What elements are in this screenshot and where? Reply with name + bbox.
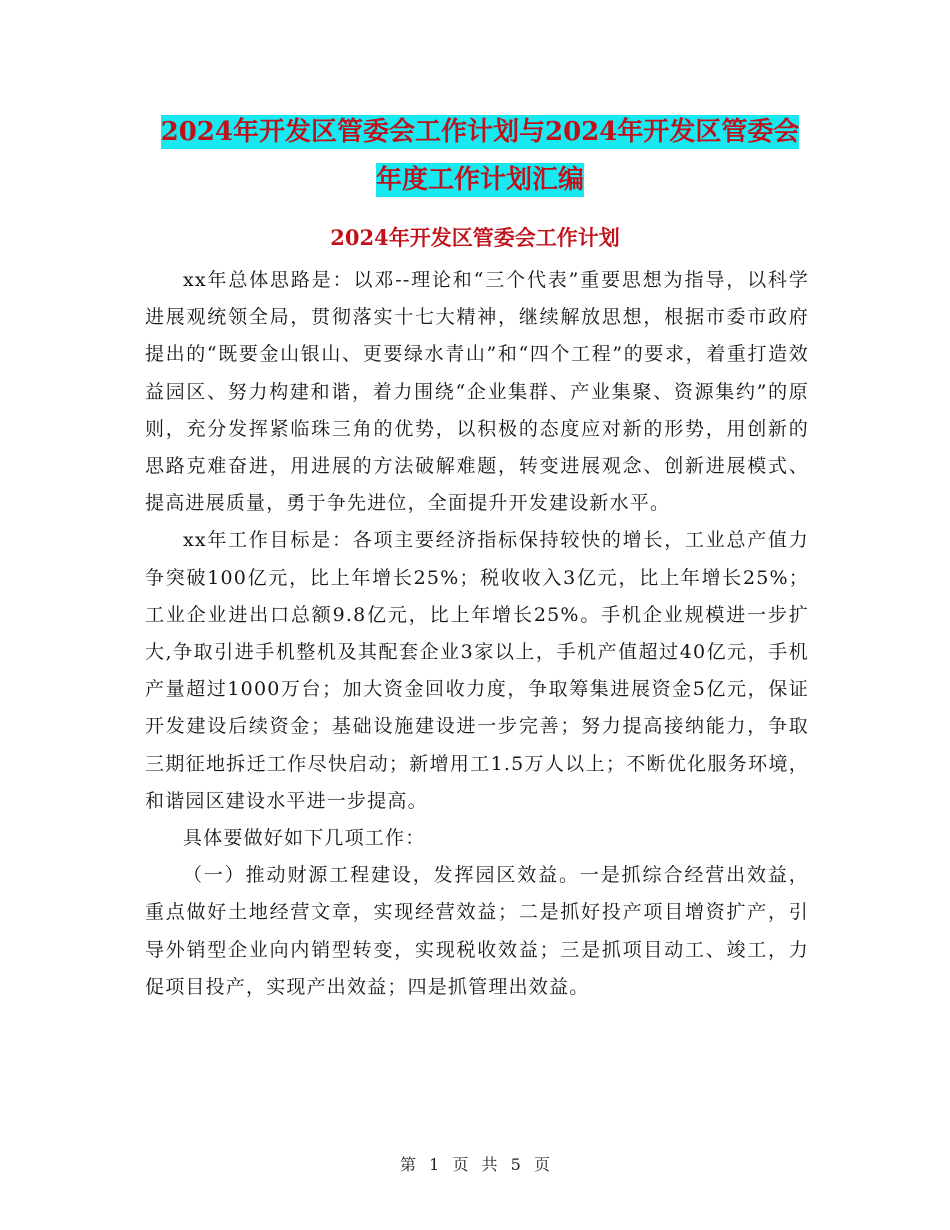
footer-label-ye2: 页 <box>533 1155 550 1174</box>
footer-label-ye: 页 <box>452 1155 469 1174</box>
footer-current-page: 1 <box>429 1155 440 1174</box>
paragraph-overall-approach: xx年总体思路是：以邓--理论和“三个代表”重要思想为指导，以科学进展观统领全局，贯彻落实十七大精神，继续解放思想，根据市委市政府提出的“既要金山银山、更要绿水青山”和“四个工程”的要求，着重打造效益园区、努力构建和谐，着力围绕“企业集群、产业集聚、资源集约”的原则，充分发挥紧临珠三角的优势，以积极的态度应对新的形势，用创新的思路克难奋进，用进展的方法破解难题，转变进展观念、创新进展模式、提高进展质量，勇于争先进位，全面提升开发建设新水平。 <box>145 269 809 515</box>
paragraph-work-goals: xx年工作目标是：各项主要经济指标保持较快的增长，工业总产值力争突破100亿元，比上年增长25%；税收收入3亿元，比上年增长25%；工业企业进出口总额9.8亿元，比上年增长25%。手机企业规模进一步扩大,争取引进手机整机及其配套企业3家以上，手机产值超过40亿元，手机产量超过1000万台；加大资金回收力度，争取筹集进展资金5亿元，保证开发建设后续资金；基础设施建设进一步完善；努力提高接纳能力，争取三期征地拆迁工作尽快启动；新增用工1.5万人以上；不断优化服务环境，和谐园区建设水平进一步提高。 <box>145 529 809 812</box>
document-body <box>145 262 809 1006</box>
page-footer <box>0 1152 950 1175</box>
document-title-line-1: 2024年开发区管委会工作计划与2024年开发区管委会 <box>160 117 800 147</box>
footer-total-pages: 5 <box>510 1155 521 1174</box>
section-title: 2024年开发区管委会工作计划 <box>330 225 620 250</box>
document-title <box>140 108 820 204</box>
paragraph-tasks-intro: 具体要做好如下几项工作： <box>183 827 426 850</box>
paragraph-task-1: （一）推动财源工程建设，发挥园区效益。一是抓综合经营出效益，重点做好土地经营文章，实现经营效益；二是抓好投产项目增资扩产，引导外销型企业向内销型转变，实现税收效益；三是抓项目动工、竣工，力促项目投产，实现产出效益；四是抓管理出效益。 <box>145 864 809 998</box>
footer-label-gong: 共 <box>481 1155 498 1174</box>
footer-label-di: 第 <box>400 1155 417 1174</box>
document-title-line-2: 年度工作计划汇编 <box>375 165 584 195</box>
